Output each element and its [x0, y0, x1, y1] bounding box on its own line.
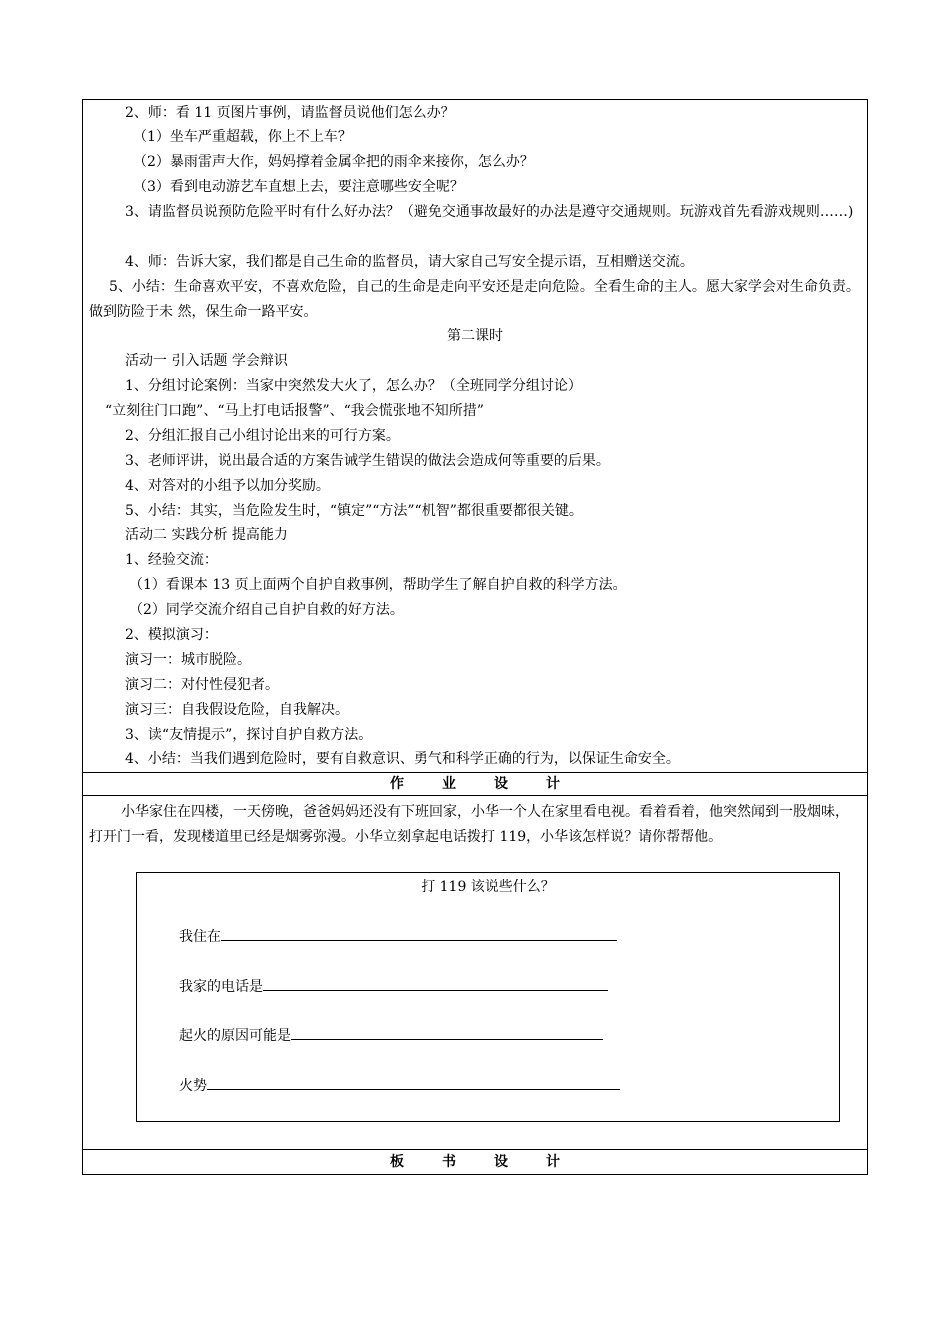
- fill-row-address: [179, 923, 617, 949]
- fill-label: 我家的电话是: [179, 979, 263, 995]
- fill-in-blank[interactable]: [263, 973, 608, 991]
- process-line: 4、对答对的小组予以加分奖励。: [125, 478, 330, 494]
- process-line: 3、读“友情提示”，探讨自护自救方法。: [125, 727, 373, 743]
- activity-heading: 活动二 实践分析 提高能力: [125, 527, 288, 543]
- fill-label: 我住在: [179, 929, 221, 945]
- fill-row-fire-size: [179, 1072, 620, 1098]
- homework-design-header: [83, 772, 867, 796]
- process-line: （1）坐车严重超载，你上不上车？: [133, 129, 352, 145]
- process-line: 2、模拟演习：: [125, 627, 218, 643]
- fill-in-blank[interactable]: [207, 1072, 620, 1090]
- fill-row-cause: [179, 1022, 603, 1048]
- process-line: （2）暴雨雷声大作，妈妈撑着金属伞把的雨伞来接你，怎么办？: [133, 154, 534, 170]
- homework-section: [83, 796, 867, 1149]
- process-line: （3）看到电动游艺车直想上去，要注意哪些安全呢？: [133, 179, 464, 195]
- process-line: 4、师：告诉大家，我们都是自己生命的监督员，请大家自己写安全提示语，互相赠送交流。: [125, 254, 694, 270]
- process-line: 4、小结：当我们遇到危险时，要有自救意识、勇气和科学正确的行为，以保证生命安全。: [125, 751, 680, 767]
- process-paragraph: 5、小结：生命喜欢平安，不喜欢危险，自己的生命是走向平安还是走向危险。全看生命的主人。愿大家学会对生命负责。做到防险于未 然，保生命一路平安。: [89, 279, 860, 320]
- fill-in-blank[interactable]: [221, 923, 617, 941]
- process-line: 1、分组讨论案例：当家中突然发大火了，怎么办？（全班同学分组讨论）: [125, 378, 582, 394]
- homework-story: 小华家住在四楼，一天傍晚，爸爸妈妈还没有下班回家，小华一个人在家里看电视。看着看着，他突然闻到一股烟味，打开门一看，发现楼道里已经是烟雾弥漫。小华立刻拿起电话拨打 119，小华该怎样说？请你帮帮他。: [89, 804, 849, 845]
- process-line: “立刻往门口跑”、“马上打电话报警”、“我会慌张地不知所措”: [105, 403, 484, 419]
- process-line: 演习一：城市脱险。: [125, 652, 251, 668]
- activity-heading: 活动一 引入话题 学会辩识: [125, 353, 288, 369]
- board-design-title: 板书设计: [390, 1154, 598, 1170]
- process-line: 1、经验交流：: [125, 552, 218, 568]
- fill-label: 火势: [179, 1078, 207, 1094]
- board-design-header: [83, 1149, 867, 1175]
- call-119-box-title: 打 119 该说些什么？: [421, 879, 555, 895]
- call-119-box: [136, 872, 840, 1122]
- section-heading: 第二课时: [447, 328, 503, 344]
- fill-label: 起火的原因可能是: [179, 1028, 291, 1044]
- process-line: 演习二：对付性侵犯者。: [125, 677, 279, 693]
- process-line: 2、分组汇报自己小组讨论出来的可行方案。: [125, 428, 400, 444]
- fill-row-phone: [179, 973, 608, 999]
- process-line: 3、老师评讲，说出最合适的方案告诫学生错误的做法会造成何等重要的后果。: [125, 453, 610, 469]
- process-line: 2、师：看 11 页图片事例，请监督员说他们怎么办？: [125, 105, 455, 121]
- lesson-plan-table: [82, 99, 868, 1175]
- fill-in-blank[interactable]: [291, 1022, 603, 1040]
- process-line: （1）看课本 13 页上面两个自护自救事例，帮助学生了解自护自救的科学方法。: [129, 577, 627, 593]
- homework-design-title: 作业设计: [390, 776, 598, 792]
- process-paragraph: 3、请监督员说预防危险平时有什么好办法？（避免交通事故最好的办法是遵守交通规则。玩游戏首先看游戏规则……): [125, 204, 854, 220]
- teaching-process-section: [83, 100, 867, 772]
- process-line: 5、小结：其实，当危险发生时，“镇定”“方法”“机智”都很重要都很关键。: [125, 503, 583, 519]
- process-line: 演习三：自我假设危险，自我解决。: [125, 702, 349, 718]
- process-line: （2）同学交流介绍自己自护自救的好方法。: [129, 602, 404, 618]
